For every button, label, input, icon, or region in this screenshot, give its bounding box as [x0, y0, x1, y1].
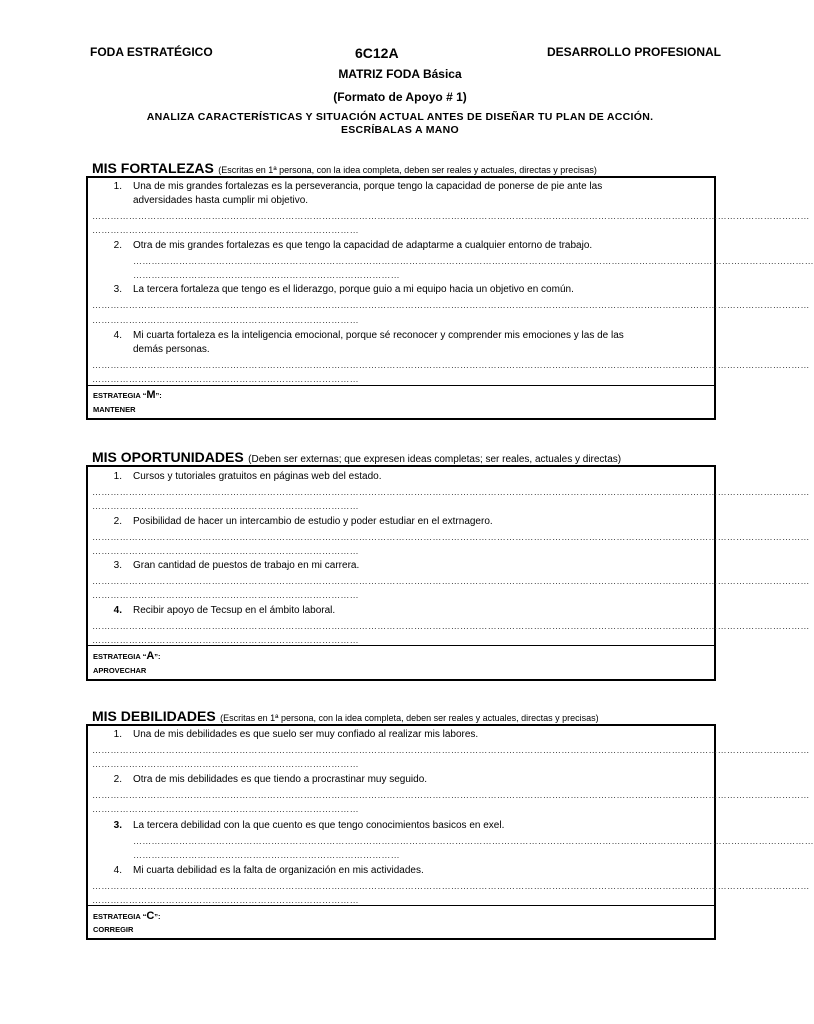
dotted-line: ……………………………………………………………………………: [92, 225, 359, 235]
dotted-line: ………………………………………………………………………………………………………………………………………………………………………………………………………………: [92, 211, 810, 221]
debilidad-2-number: 2.: [113, 774, 122, 785]
fortaleza-4-number: 4.: [113, 330, 122, 341]
oportunidad-3-text: Gran cantidad de puestos de trabajo en mi carrera.: [133, 560, 360, 571]
dotted-line: ……………………………………………………………………………: [92, 635, 359, 645]
strategy-corregir: CORREGIR: [93, 925, 134, 934]
dotted-line: ……………………………………………………………………………: [92, 759, 359, 769]
dotted-line: ………………………………………………………………………………………………………………………………………………………………………………………………………………: [92, 300, 810, 310]
debilidad-2-text: Otra de mis debilidades es que tiendo a procrastinar muy seguido.: [133, 774, 428, 785]
page-subtitle: (Formato de Apoyo # 1): [333, 90, 467, 104]
debilidad-3-text: La tercera debilidad con la que cuento es que tengo conocimientos basicos en exel.: [133, 820, 505, 831]
dotted-line: ……………………………………………………………………………: [133, 850, 400, 860]
dotted-line: ……………………………………………………………………………: [92, 315, 359, 325]
fortalezas-box: [86, 176, 814, 420]
strategy-aprovechar: APROVECHAR: [93, 666, 147, 675]
strategy-row-fortalezas: [88, 385, 714, 418]
dotted-line: ……………………………………………………………………………: [92, 590, 359, 600]
fortalezas-note: (Escritas en 1ª persona, con la idea completa, deben ser reales y actuales, directas y precisas): [218, 165, 597, 175]
dotted-line: ……………………………………………………………………………: [92, 501, 359, 511]
dotted-line: ……………………………………………………………………………………………………………………………………………………………………………………………………: [133, 256, 814, 266]
strategy-row-debilidades: [88, 905, 714, 938]
dotted-line: ……………………………………………………………………………………………………………………………………………………………………………………………………: [133, 836, 814, 846]
oportunidades-box: [86, 465, 810, 681]
header-left: FODA ESTRATÉGICO: [90, 45, 213, 59]
dotted-line: ………………………………………………………………………………………………………………………………………………………………………………………………………………: [92, 532, 810, 542]
debilidades-box: [86, 724, 814, 940]
fortaleza-4-text-line2: demás personas.: [133, 344, 210, 355]
oportunidad-2-number: 2.: [113, 516, 122, 527]
dotted-line: ………………………………………………………………………………………………………………………………………………………………………………………………………………: [92, 881, 810, 891]
oportunidad-3-number: 3.: [113, 560, 122, 571]
fortaleza-1-text-line1: Una de mis grandes fortalezas es la perseverancia, porque tengo la capacidad de ponerse de pie ante las: [133, 181, 603, 192]
header-right: DESARROLLO PROFESIONAL: [547, 45, 722, 59]
page-title: MATRIZ FODA Básica: [338, 67, 462, 81]
dotted-line: ……………………………………………………………………………: [92, 804, 359, 814]
strategy-row-oportunidades: [88, 645, 714, 679]
fortaleza-2-text-line1: Otra de mis grandes fortalezas es que tengo la capacidad de adaptarme a cualquier entorno de trabajo.: [133, 240, 593, 251]
dotted-line: ………………………………………………………………………………………………………………………………………………………………………………………………………………: [92, 576, 810, 586]
fortaleza-3-number: 3.: [113, 284, 122, 295]
dotted-line: ………………………………………………………………………………………………………………………………………………………………………………………………………………: [92, 360, 810, 370]
strategy-m-label: ESTRATEGIA “M”:: [93, 389, 162, 401]
fortaleza-3-text-line1: La tercera fortaleza que tengo es el liderazgo, porque guio a mi equipo hacia un objetivo en común.: [133, 284, 574, 295]
debilidad-3-number: 3.: [113, 820, 122, 831]
dotted-line: ……………………………………………………………………………: [133, 270, 400, 280]
dotted-line: ………………………………………………………………………………………………………………………………………………………………………………………………………………: [92, 487, 810, 497]
dotted-line: ………………………………………………………………………………………………………………………………………………………………………………………………………………: [92, 621, 810, 631]
oportunidades-note: (Deben ser externas; que expresen ideas completas; ser reales, actuales y directas): [248, 454, 622, 465]
instruction-line-1: ANALIZA CARACTERÍSTICAS Y SITUACIÓN ACTUAL ANTES DE DISEÑAR TU PLAN DE ACCIÓN.: [146, 111, 654, 123]
debilidad-4-number: 4.: [113, 865, 122, 876]
strategy-c-label: ESTRATEGIA “C”:: [93, 910, 161, 922]
instruction-line-2: ESCRÍBALAS A MANO: [340, 124, 460, 136]
debilidad-1-number: 1.: [113, 729, 122, 740]
document-code: 6C12A: [355, 45, 399, 61]
debilidad-1-text: Una de mis debilidades es que suelo ser muy confiado al realizar mis labores.: [133, 729, 479, 740]
strategy-a-label: ESTRATEGIA “A”:: [93, 650, 161, 662]
fortaleza-1-number: 1.: [113, 181, 122, 192]
dotted-line: ………………………………………………………………………………………………………………………………………………………………………………………………………………: [92, 745, 810, 755]
fortaleza-4-text-line1: Mi cuarta fortaleza es la inteligencia emocional, porque sé reconocer y comprender mis emociones y las de las: [133, 330, 624, 341]
fortaleza-1-text-line2: adversidades hasta cumplir mi objetivo.: [133, 195, 309, 206]
strategy-mantener: MANTENER: [93, 405, 136, 414]
debilidades-title: MIS DEBILIDADES: [92, 708, 216, 724]
dotted-line: ……………………………………………………………………………: [92, 374, 359, 384]
dotted-line: ……………………………………………………………………………: [92, 895, 359, 905]
dotted-line: ………………………………………………………………………………………………………………………………………………………………………………………………………………: [92, 790, 810, 800]
oportunidad-1-text: Cursos y tutoriales gratuitos en páginas web del estado.: [133, 471, 382, 482]
fortalezas-title: MIS FORTALEZAS: [92, 160, 214, 176]
oportunidad-4-number: 4.: [113, 605, 122, 616]
debilidades-note: (Escritas en 1ª persona, con la idea completa, deben ser reales y actuales, directas y precisas): [220, 713, 599, 723]
fortaleza-2-number: 2.: [113, 240, 122, 251]
oportunidad-2-text: Posibilidad de hacer un intercambio de estudio y poder estudiar en el extrnagero.: [133, 516, 493, 527]
debilidad-4-text: Mi cuarta debilidad es la falta de organización en mis actividades.: [133, 865, 424, 876]
oportunidad-1-number: 1.: [113, 471, 122, 482]
oportunidades-title: MIS OPORTUNIDADES: [92, 449, 244, 465]
oportunidad-4-text: Recibir apoyo de Tecsup en el ámbito laboral.: [133, 605, 336, 616]
dotted-line: ……………………………………………………………………………: [92, 546, 359, 556]
